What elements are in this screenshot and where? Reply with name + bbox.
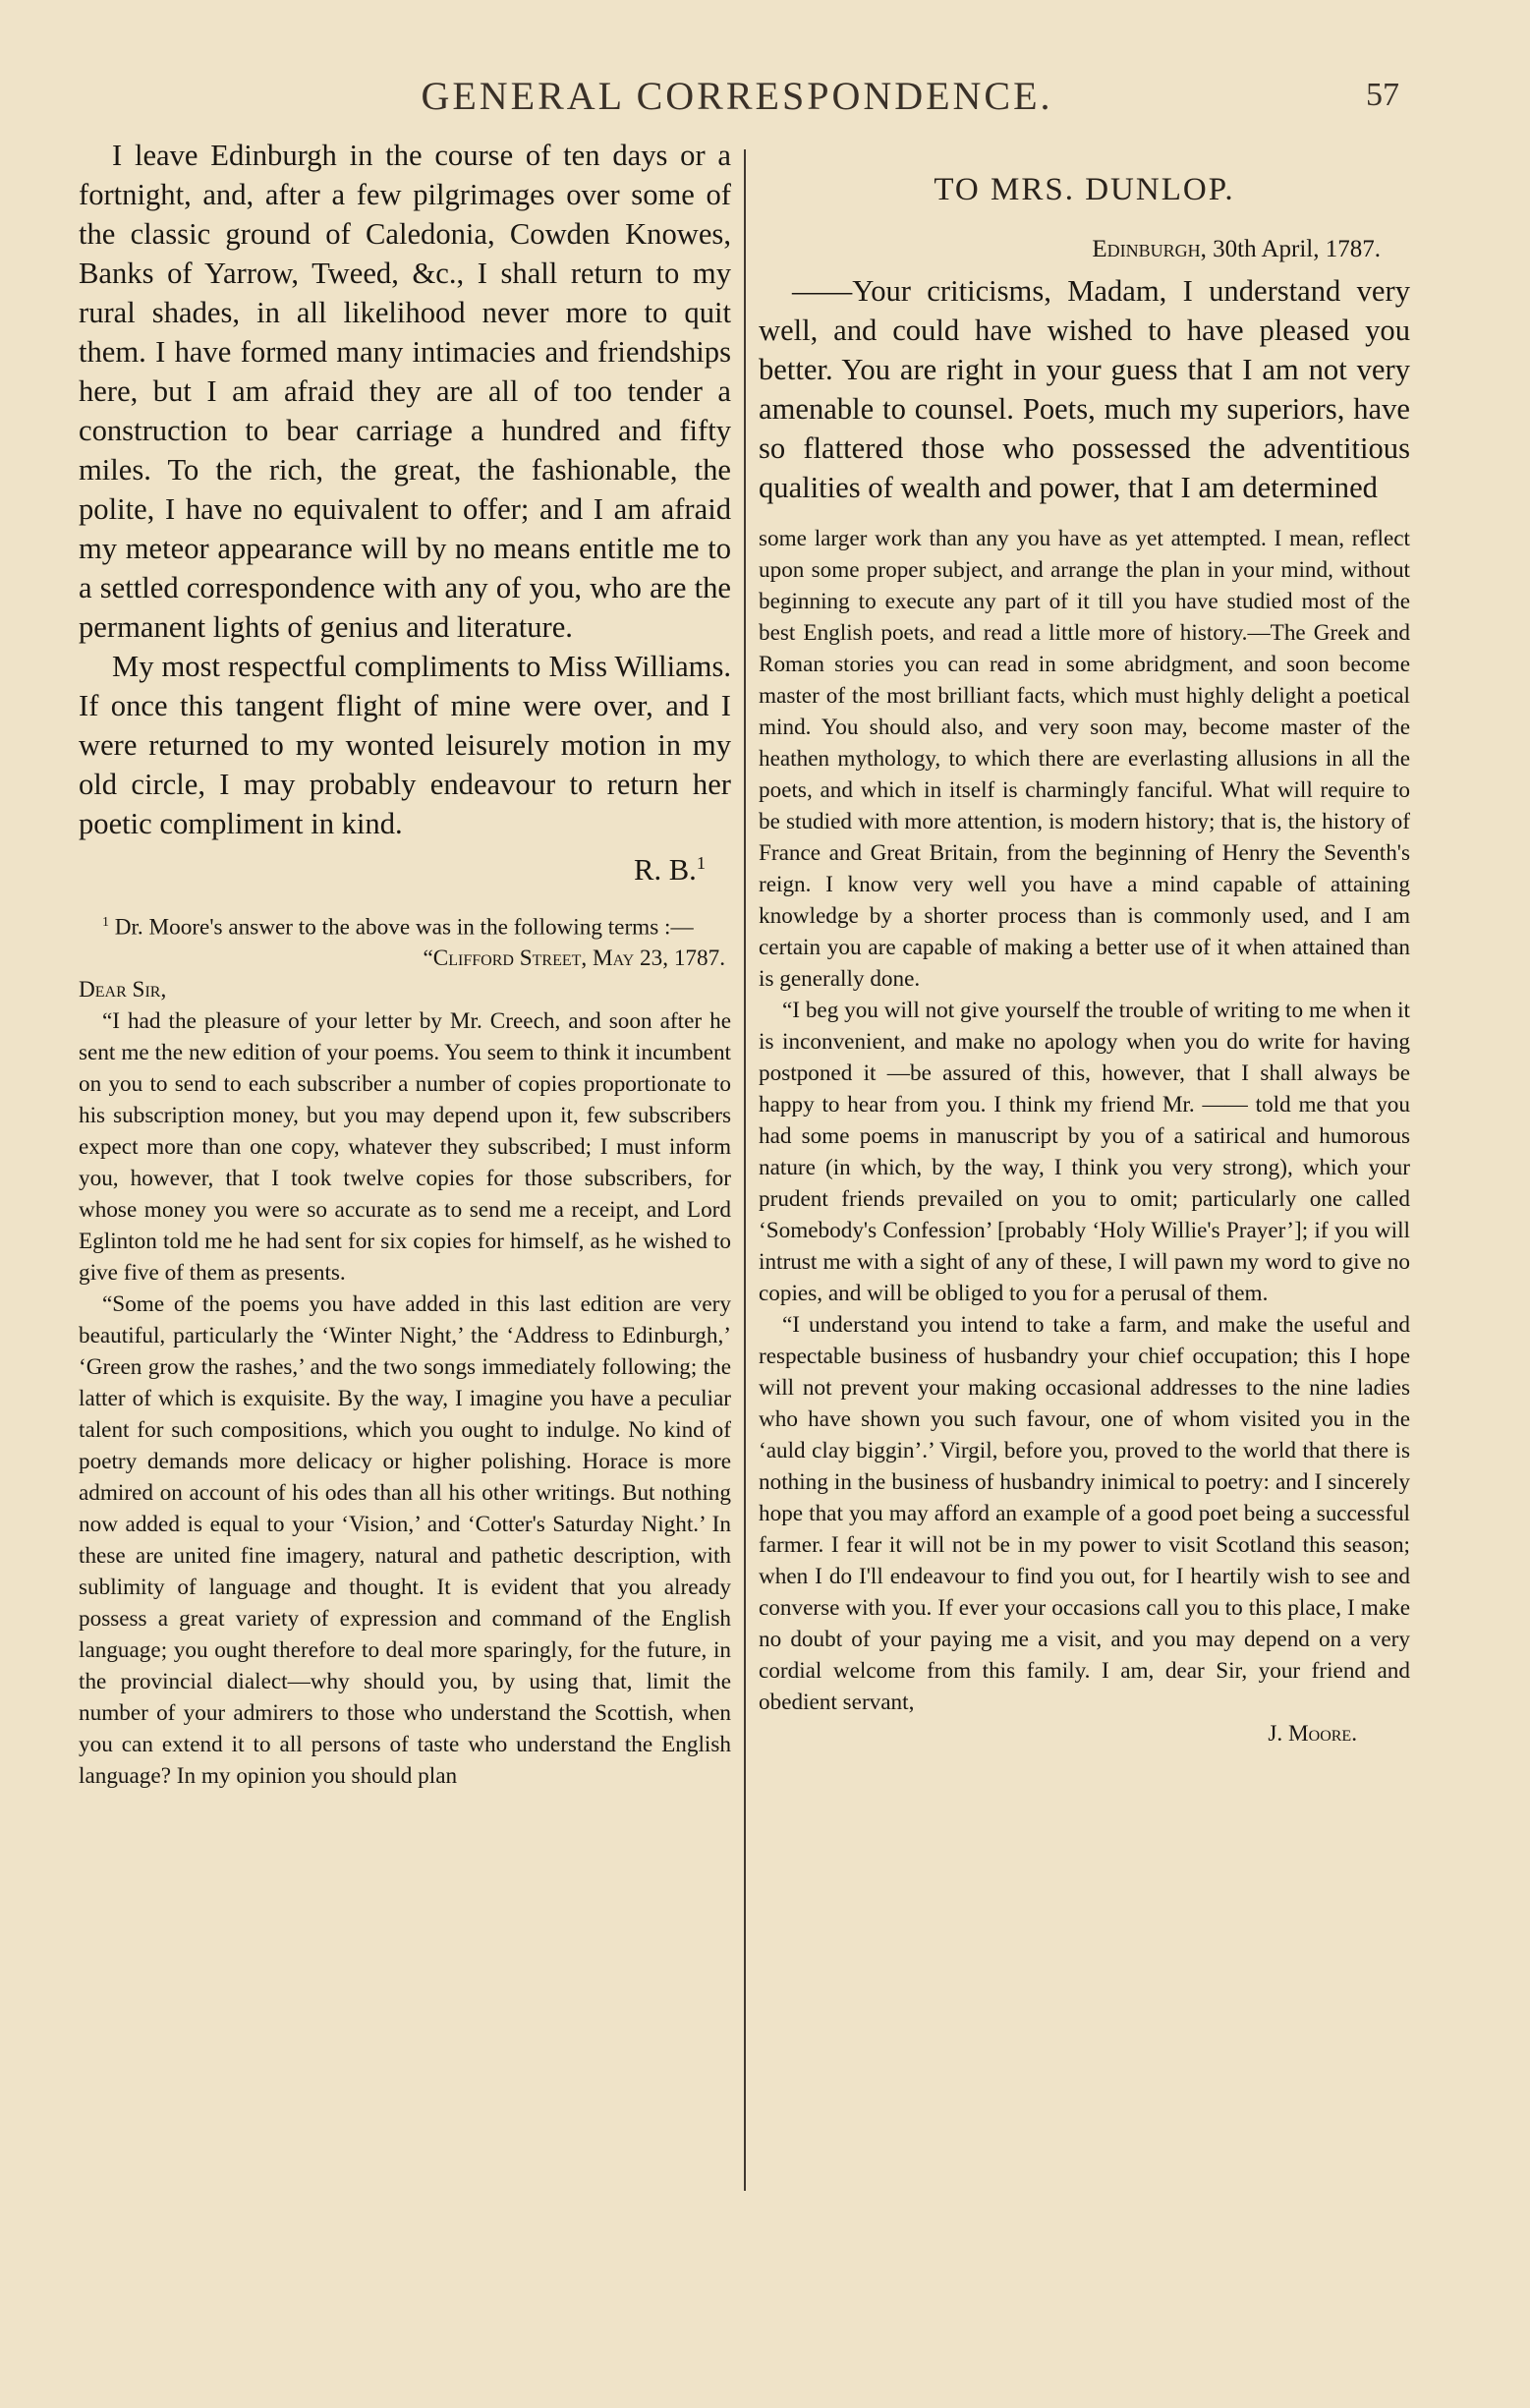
footnote-marker: 1 bbox=[102, 915, 109, 931]
moore-letter-salutation: Dear Sir, bbox=[79, 977, 167, 1003]
dateline-date: 30th April, 1787. bbox=[1213, 236, 1381, 262]
moore-letter-paragraph-2: “Some of the poems you have added in this last edition are very beautiful, particularly the ‘Winter Night,’ the ‘Address to Edinburgh,’ ‘Green grow the rashes,’ and the two songs immediately following; the latter of which is exquisite. By the way, I imagine you have a peculiar talent for such compositions, which you ought to indulge. No kind of poetry demands more delicacy or higher polishing. Horace is more admired on account of his odes than all his other writings. But nothing now added is equal to your ‘Vision,’ and ‘Cotter's Saturday Night.’ In these are united fine imagery, natural and pathetic description, with sublimity of language and thought. It is evident that you already possess a great variety of expression and command of the English language; you ought therefore to deal more sparingly, for the future, in the provincial dialect—why should you, by using that, limit the number of your admirers to those who understand the Scottish, when you can extend it to all persons of taste who understand the English language? In my opinion you should plan bbox=[79, 1291, 731, 1790]
footnote-separator bbox=[79, 895, 731, 907]
moore-letter-paragraph-3: “I beg you will not give yourself the trouble of writing to me when it is inconvenient, and make no apology when you do write for having postponed it —be assured of this, however, that I shall always be happy to hear from you. I think my friend Mr. —— told me that you had some poems in manuscript by you of a satirical and humorous nature (in which, by the way, I think you very strong), which your prudent friends prevailed on you to omit; particularly one called ‘Somebody's Confession’ [probably ‘Holy Willie's Prayer’]; if you will intrust me with a sight of any of these, I will pawn my word to give no copies, and will be obliged to you for a perusal of them. bbox=[759, 998, 1410, 1306]
column-divider bbox=[744, 149, 746, 2191]
moore-letter-paragraph-1: “I had the pleasure of your letter by Mr. Creech, and soon after he sent me the new edition of your poems. You seem to think it incumbent on you to send to each subscriber a number of copies proportionate to his subscription money, but you may depend upon it, few subscribers expect more than one copy, whatever they subscribed; I must inform you, however, that I took twelve copies for those subscribers, for whose money you were so accurate as to send me a receipt, and Lord Eglinton told me he had sent for six copies for himself, as he wished to give five of them as presents. bbox=[79, 1008, 731, 1287]
moore-signature: J. Moore. bbox=[1268, 1721, 1357, 1747]
page-number: 57 bbox=[1366, 77, 1399, 113]
running-head bbox=[0, 73, 1530, 122]
column-gap bbox=[759, 507, 1410, 523]
running-title: GENERAL CORRESPONDENCE. bbox=[421, 74, 1053, 118]
address-open-quote: “ bbox=[423, 946, 433, 972]
letter-paragraph-1: I leave Edinburgh in the course of ten days or a fortnight, and, after a few pilgrimages over some of the classic ground of Caledonia, Cowden Knowes, Banks of Yarrow, Tweed, &c., I shall return to my rural shades, in all likelihood never more to quit them. I have formed many intimacies and friendships here, but I am afraid they are all of too tender a construction to bear carriage a hundred and fifty miles. To the rich, the great, the fashionable, the polite, I have no equivalent to offer; and I am afraid my meteor appearance will by no means entitle me to a settled correspondence with any of you, who are the permanent lights of genius and literature. bbox=[79, 139, 731, 644]
dunlop-letter-text: Your criticisms, Madam, I understand very well, and could have wished to have pleased you better. You are right in your guess that I am not very amenable to counsel. Poets, much my superiors, have so flattered those who possessed the adventitious qualities of wealth and power, that I am determined bbox=[759, 274, 1410, 504]
letter-dateline bbox=[759, 234, 1410, 265]
dunlop-letter-paragraph bbox=[759, 271, 1410, 507]
signature-rb bbox=[79, 843, 731, 889]
footnote-intro bbox=[79, 907, 731, 943]
footnote-reference-mark: 1 bbox=[696, 853, 706, 873]
address-text: Clifford Street, May 23, 1787. bbox=[432, 946, 725, 972]
signature-text: R. B. bbox=[634, 853, 697, 888]
letter-opening-dash: —— bbox=[792, 274, 853, 308]
footnote-intro-text: Dr. Moore's answer to the above was in the following terms :— bbox=[114, 914, 694, 941]
right-column bbox=[759, 167, 1410, 1749]
letter-paragraph-2: My most respectful compliments to Miss Williams. If once this tangent flight of mine were over, and I were returned to my wonted leisurely motion in my old circle, I may probably endeavour to return her poetic compliment in kind. bbox=[79, 650, 731, 840]
moore-letter-address bbox=[79, 943, 731, 974]
left-column bbox=[79, 136, 731, 1792]
dateline-place: Edinburgh, bbox=[1092, 236, 1207, 262]
moore-letter-paragraph-4: “I understand you intend to take a farm, and make the useful and respectable business of husbandry your chief occupation; this I hope will not prevent your making occasional addresses to the nine ladies who have shown you such favour, one of whom visited you in the ‘auld clay biggin’.’ Virgil, before you, proved to the world that there is nothing in the business of husbandry inimical to poetry: and I sincerely hope that you may afford an example of a good poet being a successful farmer. I fear it will not be in my power to visit Scotland this season; when I do I'll endeavour to find you out, for I heartily wish to see and converse with you. If ever your occasions call you to this place, I make no doubt of your paying me a visit, and you may depend on a very cordial welcome from this family. I am, dear Sir, your friend and obedient servant, bbox=[759, 1312, 1410, 1715]
moore-letter-continued-paragraph: some larger work than any you have as yet attempted. I mean, reflect upon some proper subject, and arrange the plan in your mind, without beginning to execute any part of it till you have studied most of the best English poets, and read a little more of history.—The Greek and Roman stories you can read in some abridgment, and soon become master of the most brilliant facts, which must highly delight a poetical mind. You should also, and very soon may, become master of the heathen mythology, to which there are everlasting allusions in all the poets, and which in itself is charmingly fanciful. What will require to be studied with more attention, is modern history; that is, the history of France and Great Britain, from the beginning of Henry the Seventh's reign. I know very well you have a mind capable of attaining knowledge by a shorter process than is commonly used, and I am certain you are capable of making a better use of it when attained than is generally done. bbox=[759, 526, 1410, 992]
letter-heading: TO MRS. DUNLOP. bbox=[934, 172, 1235, 207]
